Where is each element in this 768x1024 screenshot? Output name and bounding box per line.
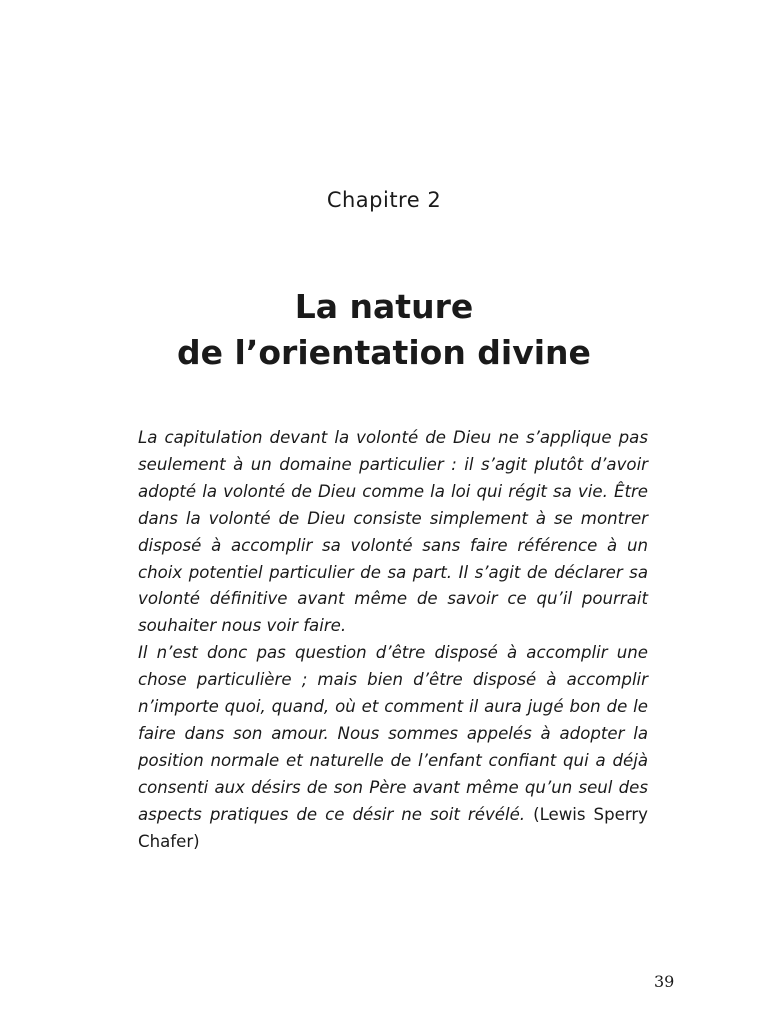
chapter-label: Chapitre 2 [326,188,442,212]
chapter-title-line-2: de l’orientation divine [177,333,591,372]
epigraph-paragraph-1: La capitulation devant la volonté de Dieu ne s’applique pas seulement à un domaine particulier : il s’agit plutôt d’avoir adopté la volonté de Dieu comme la loi qui régit sa vie. Être dans la volonté de Dieu consiste simplement à se montrer disposé à accomplir sa volonté sans faire référence à un choix potentiel particulier de sa part. Il s’agit de déclarer sa volonté définitive avant même de savoir ce qu’il pourrait souhaiter nous voir faire. [138,428,648,636]
chapter-title-line-1: La nature [294,287,474,326]
epigraph-attribution: (Lewis Sperry Chafer) [138,804,649,851]
epigraph-paragraph-2-text: Il n’est donc pas question d’être disposé à accomplir une chose particulière ; mais bien d’être disposé à accomplir n’importe quoi, quand, où et comment il aura jugé bon de le faire dans son amour. Nous sommes appelés à adopter la position normale et naturelle de l’enfant confiant qui a déjà consenti aux désirs de son Père avant même qu’un seul des aspects pratiques de ce désir ne soit révélé. [138,643,648,824]
chapter-title [0,284,768,376]
epigraph [138,425,648,856]
page-number: 39 [654,972,675,991]
epigraph-paragraph-2 [138,640,648,855]
